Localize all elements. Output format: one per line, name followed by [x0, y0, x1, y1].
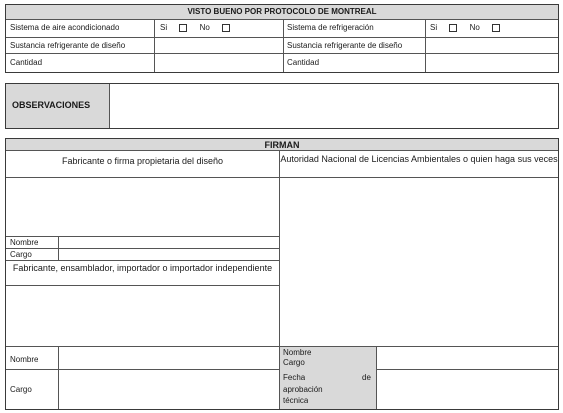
fecha-label-line2: aprobación	[283, 385, 323, 394]
si-label: Si	[430, 23, 438, 32]
nombre-input[interactable]	[59, 237, 279, 248]
no-checkbox[interactable]	[492, 24, 500, 32]
cargo-label: Cargo	[10, 250, 32, 259]
visto-bueno-title: VISTO BUENO POR PROTOCOLO DE MONTREAL	[187, 7, 377, 16]
bottom-cargo-input[interactable]	[59, 370, 279, 409]
fecha-input[interactable]	[377, 370, 558, 409]
importador-signature-space[interactable]	[6, 286, 279, 346]
si-label: Si	[160, 23, 168, 32]
fecha-de-label: de	[362, 373, 371, 382]
visto-bueno-divider	[283, 19, 284, 72]
firman-title: FIRMAN	[264, 140, 300, 150]
refrigeracion-label: Sistema de refrigeración	[287, 23, 374, 32]
observaciones-table	[5, 83, 559, 129]
bottom-right-nombre-input[interactable]	[377, 347, 558, 369]
aire-acondicionado-options	[160, 23, 232, 33]
fecha-label-line3: técnica	[283, 396, 309, 405]
cantidad-input-right[interactable]	[426, 54, 558, 71]
bottom-right-nombre-label: Nombre	[283, 348, 312, 357]
importador-header: Fabricante, ensamblador, importador o importador independiente	[12, 263, 273, 273]
no-checkbox[interactable]	[222, 24, 230, 32]
aire-acondicionado-label: Sistema de aire acondicionado	[10, 23, 120, 32]
nombre-label: Nombre	[10, 238, 39, 247]
fecha-label-line1: Fecha	[283, 373, 306, 382]
sustancia-label-left: Sustancia refrigerante de diseño	[10, 41, 126, 50]
cantidad-label-right: Cantidad	[287, 58, 320, 67]
observaciones-label: OBSERVACIONES	[12, 100, 91, 110]
no-label: No	[199, 23, 210, 32]
sustancia-input-right[interactable]	[426, 38, 558, 52]
visto-bueno-table	[5, 4, 559, 73]
no-label: No	[469, 23, 480, 32]
sustancia-input-left[interactable]	[155, 38, 282, 52]
firman-divider	[6, 150, 558, 151]
autoridad-header-line1	[280, 154, 558, 165]
observaciones-input[interactable]	[110, 84, 558, 128]
cantidad-input-left[interactable]	[155, 54, 282, 71]
bottom-nombre-label: Nombre	[10, 355, 39, 364]
autoridad-header: Autoridad Nacional de Licencias Ambientales o quien haga sus veces	[280, 154, 558, 164]
visto-bueno-divider	[6, 19, 558, 20]
cargo-input[interactable]	[59, 249, 279, 260]
autoridad-signature-space[interactable]	[280, 178, 558, 346]
bottom-right-cargo-label: Cargo	[283, 358, 305, 367]
si-checkbox[interactable]	[179, 24, 187, 32]
sustancia-label-right: Sustancia refrigerante de diseño	[287, 41, 403, 50]
si-checkbox[interactable]	[449, 24, 457, 32]
fabricante-signature-space[interactable]	[6, 178, 279, 236]
bottom-nombre-input[interactable]	[59, 347, 279, 369]
bottom-cargo-label: Cargo	[10, 385, 32, 394]
firman-divider	[6, 260, 279, 261]
refrigeracion-options	[430, 23, 502, 33]
fabricante-header: Fabricante o firma propietaria del diseño	[61, 156, 224, 166]
firman-table	[5, 138, 559, 410]
cantidad-label-left: Cantidad	[10, 58, 43, 67]
